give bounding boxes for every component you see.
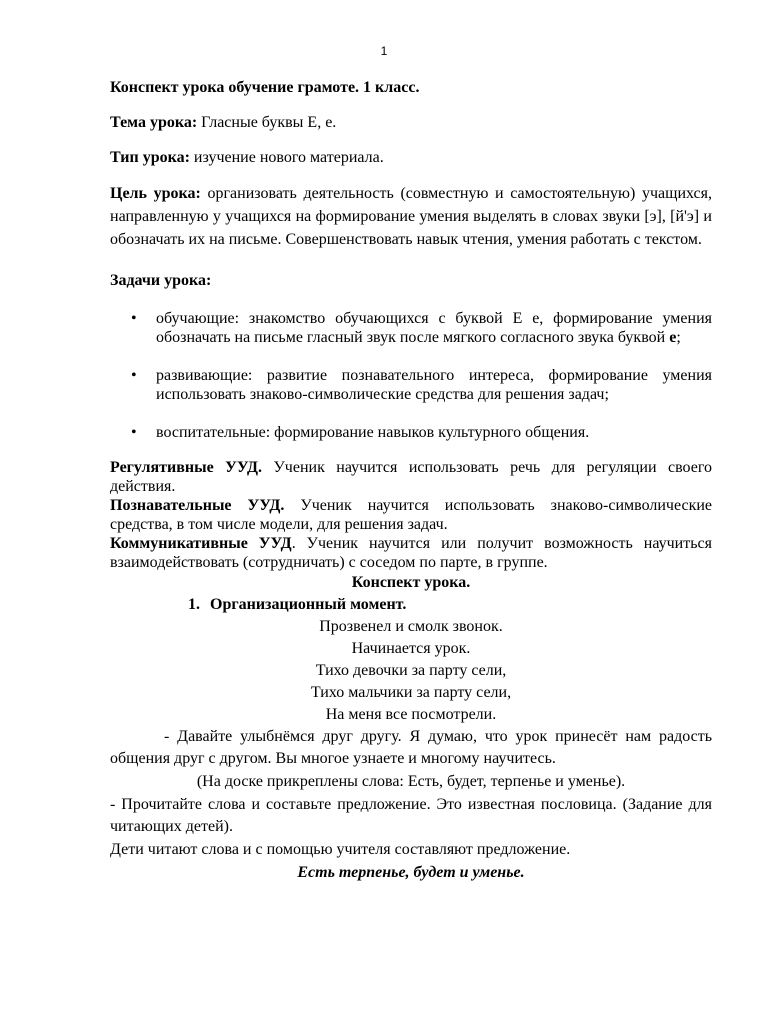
plan-step-1-number: 1. (188, 596, 200, 613)
poem-line: На меня все посмотрели. (325, 706, 497, 723)
bullet-icon: • (131, 367, 137, 384)
list-item: • воспитательные: формирование навыков культурного общения. (131, 424, 590, 441)
tasks-list (110, 309, 712, 442)
poem-line: Начинается урок. (351, 640, 471, 657)
lesson-goal-text: организовать деятельность (совместную и самостоятельную) учащихся, направленную у учащихся на формирование умения выделять в словах звуки [э], [й'э] и обозначать их на письме. Совершенствовать навык чтения, умения работать с текстом. (110, 185, 713, 248)
list-item: • развивающие: развитие познавательного интереса, формирование умения использовать знаково-символические средства для решения задач; (131, 367, 712, 403)
page-number: 1 (380, 44, 388, 58)
bullet-icon: • (131, 424, 137, 441)
proverb: Есть терпенье, будет и уменье. (297, 864, 525, 881)
poem-line: Тихо девочки за парту сели, (315, 662, 507, 679)
teacher-speech: - Давайте улыбнёмся друг другу. Я думаю, что урок принесёт нам радость общения друг с другом. Вы многое узнаете и многому научитесь. (110, 728, 712, 767)
lesson-topic-text: Гласные буквы Е, е. (197, 114, 337, 131)
children-action: Дети читают слова и с помощью учителя составляют предложение. (110, 841, 571, 858)
lesson-topic (110, 112, 712, 133)
uud-communicative: Коммуникативные УУД. Ученик научится или получит возможность научиться взаимодействовать (сотрудничать) с соседом по парте, в группе. (110, 535, 712, 571)
lesson-type-text: изучение нового материала. (189, 149, 384, 166)
document-body (110, 77, 712, 884)
poem-line: Тихо мальчики за парту сели, (310, 684, 512, 701)
uud-cognitive-label: Познавательные УУД. (110, 497, 285, 514)
uud-regulative: Регулятивные УУД. Ученик научится использовать речь для регуляции своего действия. (110, 459, 712, 495)
lesson-goal-label: Цель урока: (110, 185, 201, 202)
lesson-topic-label: Тема урока: (110, 114, 198, 131)
plan-step-1 (110, 594, 712, 616)
lesson-type (110, 147, 712, 168)
lesson-type-label: Тип урока: (110, 149, 190, 166)
reading-instruction: - Прочитайте слова и составьте предложение. Это известная пословица. (Задание для читающих детей). (110, 796, 712, 835)
document-title: Конспект урока обучение грамоте. 1 класс. (110, 79, 420, 96)
bullet-icon: • (131, 310, 137, 327)
lesson-goal (110, 182, 712, 251)
tasks-heading: Задачи урока: (110, 272, 212, 289)
list-item: • обучающие: знакомство обучающихся с буквой Е е, формирование умения обозначать на письме гласный звук после мягкого согласного звука буквой е; (131, 310, 712, 346)
uud-communicative-label: Коммуникативные УУД (110, 535, 292, 552)
greeting-poem (110, 616, 712, 726)
board-note: (На доске прикреплены слова: Есть, будет, терпенье и уменье). (196, 773, 626, 790)
plan-heading: Конспект урока. (351, 574, 471, 591)
uud-cognitive: Познавательные УУД. Ученик научится использовать знаково-символические средства, в том числе модели, для решения задач. (110, 497, 713, 533)
uud-regulative-label: Регулятивные УУД. (110, 459, 263, 476)
plan-step-1-title: Организационный момент. (210, 596, 407, 613)
poem-line: Прозвенел и смолк звонок. (319, 618, 503, 635)
